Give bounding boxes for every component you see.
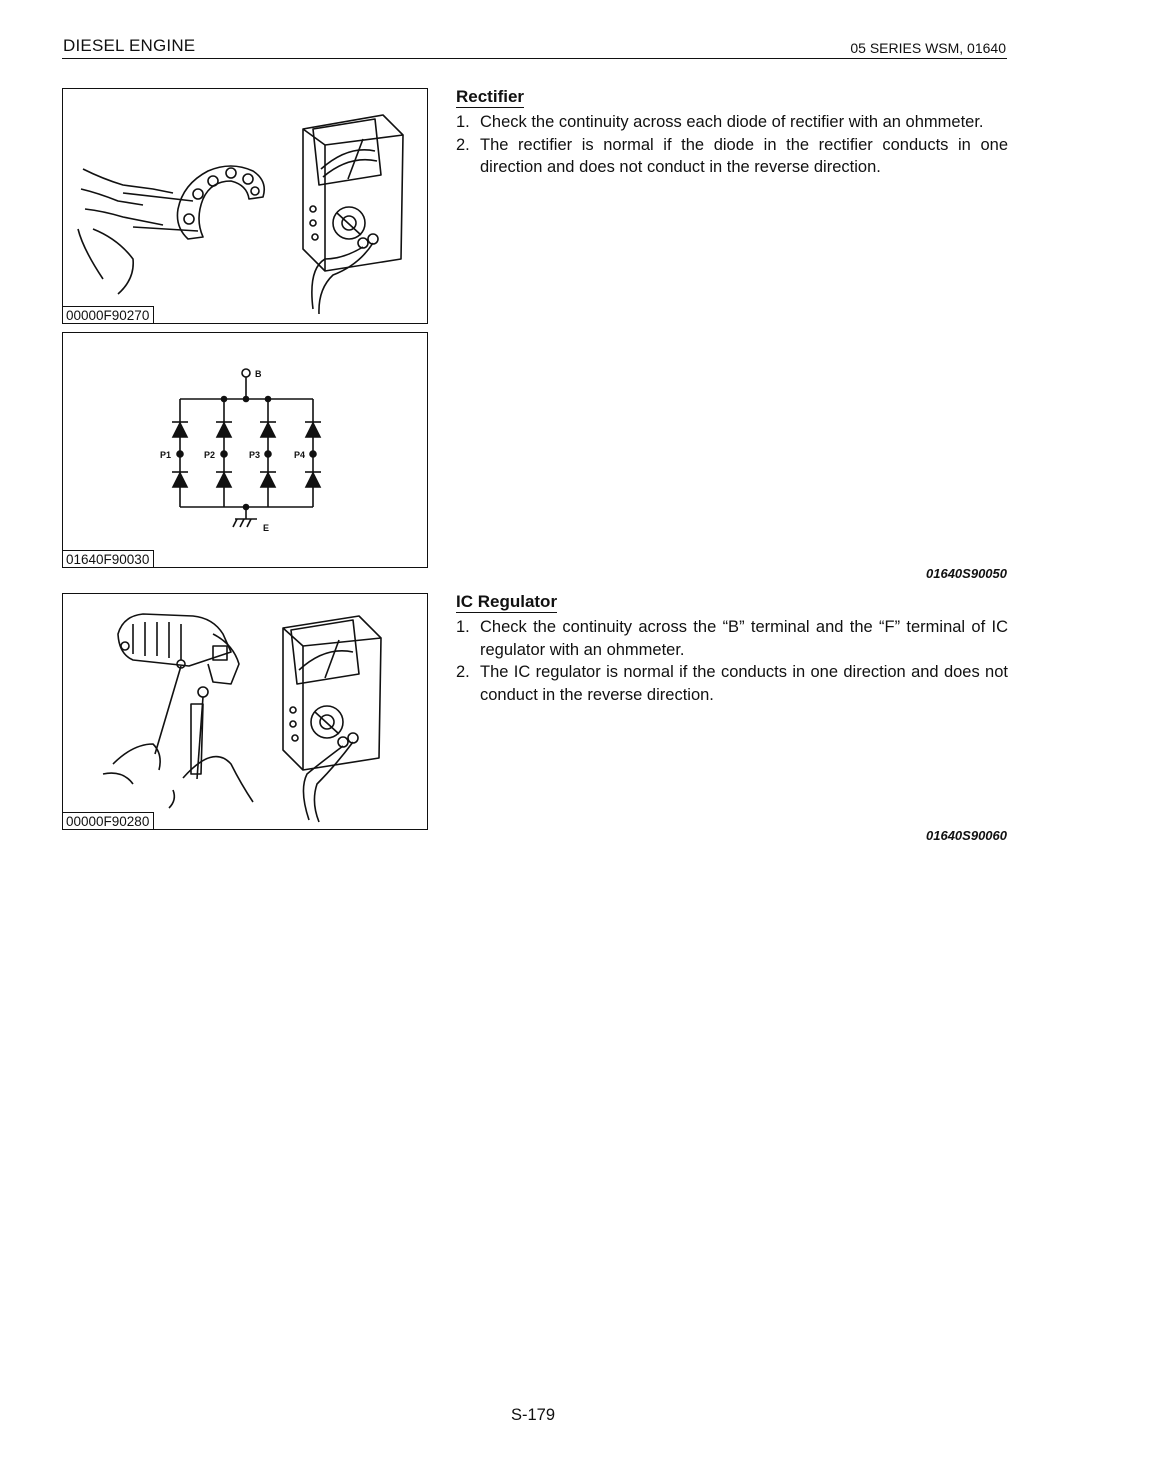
step-text: Check the continuity across each diode of rectifier with an ohmmeter.: [480, 113, 984, 131]
diode-lower-3: [260, 472, 276, 487]
step-number: 2.: [456, 135, 470, 154]
header-rule: [62, 58, 1007, 59]
step-item: [456, 111, 1008, 134]
figure-caption: 00000F90270: [63, 306, 154, 323]
section-ic-regulator: [456, 591, 1008, 706]
phase-label-p3: P3: [249, 450, 261, 460]
diode-upper-3: [260, 422, 276, 437]
diode-lower-4: [305, 472, 321, 487]
figure-caption: 01640F90030: [63, 550, 154, 567]
ic-regulator-check-illustration: [63, 594, 426, 828]
step-text: Check the continuity across the “B” terminal and the “F” terminal of IC regulator with an ohmmeter.: [480, 618, 1008, 659]
step-number: 1.: [456, 618, 470, 636]
section-title: IC Regulator: [456, 592, 558, 611]
diode-upper-4: [305, 422, 321, 437]
section-title: Rectifier: [456, 87, 525, 106]
rectifier-check-illustration: [63, 89, 426, 322]
diode-upper-1: [172, 422, 188, 437]
phase-label-p2: P2: [204, 450, 216, 460]
figure-rectifier-check: [62, 88, 428, 324]
page-number: S-179: [510, 1406, 556, 1424]
step-item: [456, 134, 1008, 179]
phase-label-p4: P4: [294, 450, 306, 460]
diode-upper-2: [216, 422, 232, 437]
step-number: 1.: [456, 113, 470, 131]
figure-ic-regulator-check: [62, 593, 428, 830]
phase-label-p1: P1: [160, 450, 172, 460]
header-manual-id: 05 SERIES WSM, 01640: [850, 40, 1006, 56]
section-reference-code: 01640S90060: [926, 828, 1007, 843]
header-title: DIESEL ENGINE: [63, 36, 196, 55]
step-item: [456, 616, 1008, 661]
diode-lower-1: [172, 472, 188, 487]
figure-caption: 00000F90280: [63, 812, 154, 829]
step-number: 2.: [456, 663, 470, 681]
diode-lower-2: [216, 472, 232, 487]
rectifier-circuit-diagram: [63, 333, 426, 566]
terminal-label-b: B: [255, 369, 262, 379]
section-reference-code: 01640S90050: [926, 566, 1007, 581]
section-rectifier: [456, 86, 1008, 179]
step-text: The rectifier is normal if the diode in the rectifier conducts in one direction and does not conduct in the reverse direction.: [480, 135, 1008, 176]
terminal-label-e: E: [263, 523, 270, 533]
step-item: [456, 661, 1008, 706]
step-text: The IC regulator is normal if the conducts in one direction and does not conduct in the reverse direction.: [480, 663, 1008, 704]
figure-rectifier-circuit: [62, 332, 428, 568]
